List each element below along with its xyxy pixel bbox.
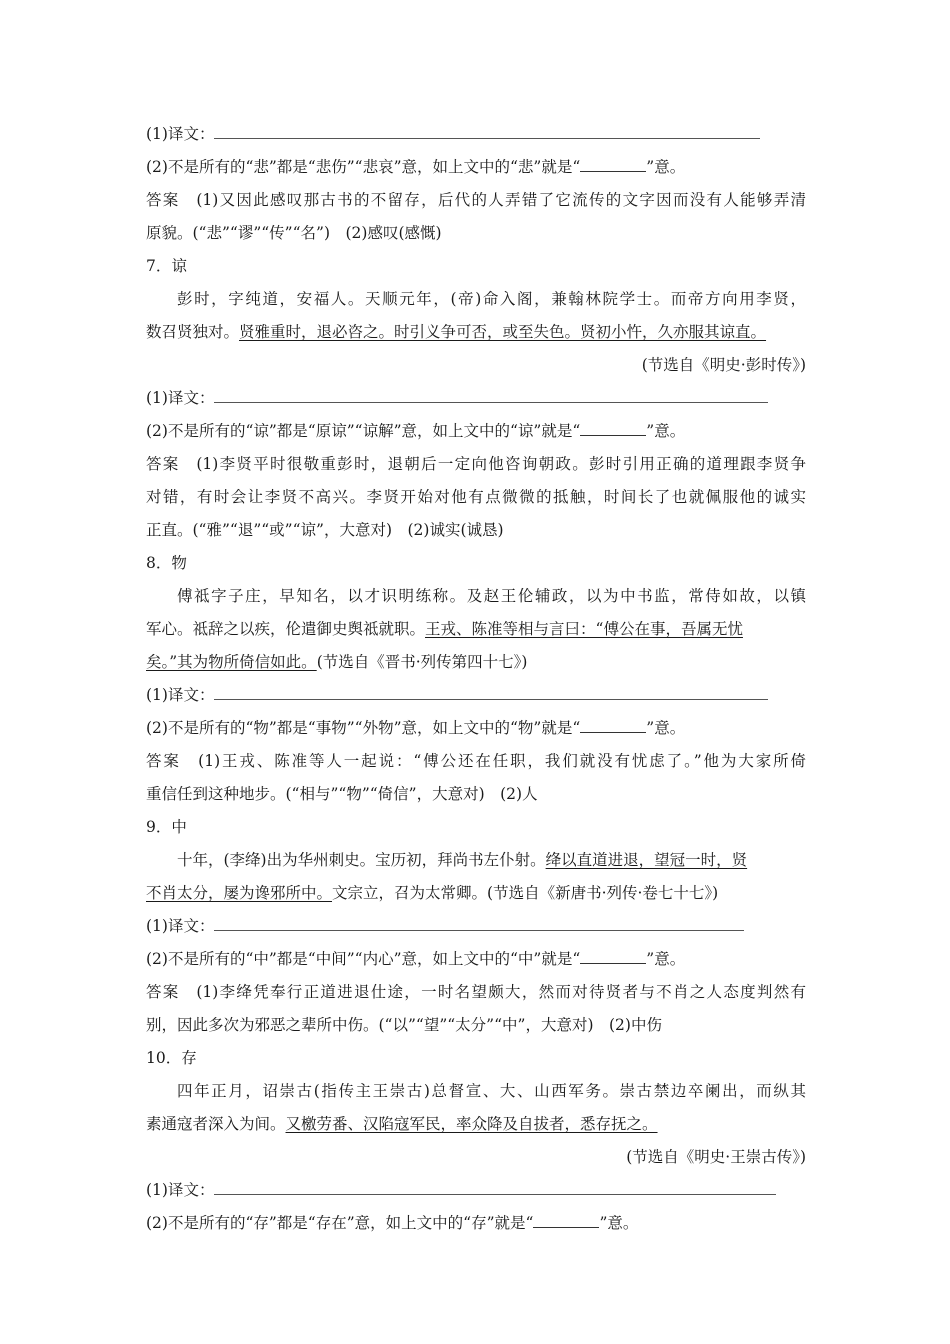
q10-passage-line-2: 素通寇者深入为间。又檄劳番、汉陷寇军民，率众降及自拔者，悉存抚之。 bbox=[146, 1115, 658, 1133]
answer-fill-line bbox=[214, 685, 768, 700]
q7-heading: 7．谅 bbox=[146, 257, 187, 275]
q10-source: (节选自《明史·王崇古传》) bbox=[626, 1148, 806, 1166]
q8-translation-line bbox=[146, 679, 806, 712]
q10-heading: 10．存 bbox=[146, 1049, 197, 1067]
q7-meaning-line: (2)不是所有的“谅”都是“原谅”“谅解”意，如上文中的“谅”就是“ ”意。 bbox=[146, 422, 686, 440]
q9-translation-line bbox=[146, 910, 806, 943]
underlined-sentence: 矣。”其为物所倚信如此。 bbox=[146, 653, 317, 671]
q8-passage-line-3 bbox=[146, 646, 806, 679]
q9-answer-line-1: 答案 (1)李绛凭奉行正道进退仕途，一时名望颇大，然而对待贤者与不肖之人态度判然有 bbox=[146, 983, 806, 1001]
source: (节选自《晋书·列传第四十七》) bbox=[316, 653, 528, 671]
q7-answer-line-1: 答案 (1)李贤平时很敬重彭时，退朝后一定向他咨询朝政。彭时引用正确的道理跟李贤争 bbox=[146, 455, 806, 473]
translation-label: (1)译文： bbox=[146, 686, 215, 704]
q7-translation-line bbox=[146, 382, 806, 415]
answer-blank bbox=[580, 421, 646, 436]
q10-passage-line-1: 四年正月，诏崇古(指传主王崇古)总督宣、大、山西军务。崇古禁边卒阑出，而纵其 bbox=[177, 1082, 806, 1100]
q8-passage-line-2: 军心。祗辞之以疾，伦遣御史舆祗就职。王戎、陈准等相与言曰：“傅公在事，吾属无忧 bbox=[146, 620, 743, 638]
answer-fill-line bbox=[214, 916, 744, 931]
answer-blank bbox=[533, 1213, 599, 1228]
q7-source: (节选自《明史·彭时传》) bbox=[641, 356, 806, 374]
q9-passage-line-1: 十年，(李绛)出为华州刺史。宝历初，拜尚书左仆射。绛以直道进退，望冠一时，贤 bbox=[177, 851, 748, 869]
q7-answer-line-3: 正直。(“雅”“退”“或”“谅”，大意对) (2)诚实(诚恳) bbox=[146, 521, 504, 539]
answer-blank bbox=[580, 949, 646, 964]
answer-fill-line bbox=[214, 1180, 776, 1195]
underlined-sentence: 贤雅重时，退必咨之。时引义争可否，或至失色。贤初小忤，久亦服其谅直。 bbox=[239, 323, 767, 341]
q6-answer-line-1: 答案 (1)又因此感叹那古书的不留存，后代的人弄错了它流传的文字因而没有人能够弄清 bbox=[146, 191, 806, 209]
translation-label: (1)译文： bbox=[146, 1181, 215, 1199]
underlined-sentence: 王戎、陈准等相与言曰：“傅公在事，吾属无忧 bbox=[425, 620, 743, 638]
underlined-sentence: 绛以直道进退，望冠一时，贤 bbox=[545, 851, 748, 869]
underlined-sentence: 不肖太分，屡为谗邪所中。 bbox=[146, 884, 333, 902]
q7-answer-line-2: 对错，有时会让李贤不高兴。李贤开始对他有点微微的抵触，时间长了也就佩服他的诚实 bbox=[146, 488, 806, 506]
document-page bbox=[146, 118, 806, 1240]
answer-fill-line bbox=[214, 388, 768, 403]
answer-blank bbox=[580, 718, 646, 733]
q7-passage-line-2: 数召贤独对。贤雅重时，退必咨之。时引义争可否，或至失色。贤初小忤，久亦服其谅直。 bbox=[146, 323, 767, 341]
translation-label: (1)译文： bbox=[146, 389, 215, 407]
q9-meaning-line: (2)不是所有的“中”都是“中间”“内心”意，如上文中的“中”就是“ ”意。 bbox=[146, 950, 686, 968]
q6-meaning-line: (2)不是所有的“悲”都是“悲伤”“悲哀”意，如上文中的“悲”就是“ ”意。 bbox=[146, 158, 686, 176]
q8-answer-line-1: 答案 (1)王戎、陈准等人一起说：“傅公还在任职，我们就没有忧虑了。”他为大家所倚 bbox=[146, 752, 806, 770]
q9-heading: 9．中 bbox=[146, 818, 187, 836]
translation-label: (1)译文： bbox=[146, 125, 215, 143]
q7-passage-line-1: 彭时，字纯道，安福人。天顺元年，(帝)命入阁，兼翰林院学士。而帝方向用李贤， bbox=[177, 290, 806, 308]
q9-passage-line-2: 不肖太分，屡为谗邪所中。文宗立，召为太常卿。(节选自《新唐书·列传·卷七十七》) bbox=[146, 884, 719, 902]
q10-meaning-line: (2)不是所有的“存”都是“存在”意，如上文中的“存”就是“ ”意。 bbox=[146, 1214, 639, 1232]
q6-answer-line-2: 原貌。(“悲”“谬”“传”“名”) (2)感叹(感慨) bbox=[146, 224, 442, 242]
q6-translation-line bbox=[146, 118, 806, 151]
q8-passage-line-1: 傅祗字子庄，早知名，以才识明练称。及赵王伦辅政，以为中书监，常侍如故，以镇 bbox=[177, 587, 806, 605]
answer-blank bbox=[580, 157, 646, 172]
translation-label: (1)译文： bbox=[146, 917, 215, 935]
q8-answer-line-2: 重信任到这种地步。(“相与”“物”“倚信”，大意对) (2)人 bbox=[146, 785, 538, 803]
q9-answer-line-2: 别，因此多次为邪恶之辈所中伤。(“以”“望”“太分”“中”，大意对) (2)中伤 bbox=[146, 1016, 662, 1034]
answer-fill-line bbox=[214, 124, 760, 139]
underlined-sentence: 又檄劳番、汉陷寇军民，率众降及自拔者，悉存抚之。 bbox=[285, 1115, 658, 1133]
q8-heading: 8．物 bbox=[146, 554, 187, 572]
q10-translation-line bbox=[146, 1174, 806, 1207]
q8-meaning-line: (2)不是所有的“物”都是“事物”“外物”意，如上文中的“物”就是“ ”意。 bbox=[146, 719, 686, 737]
